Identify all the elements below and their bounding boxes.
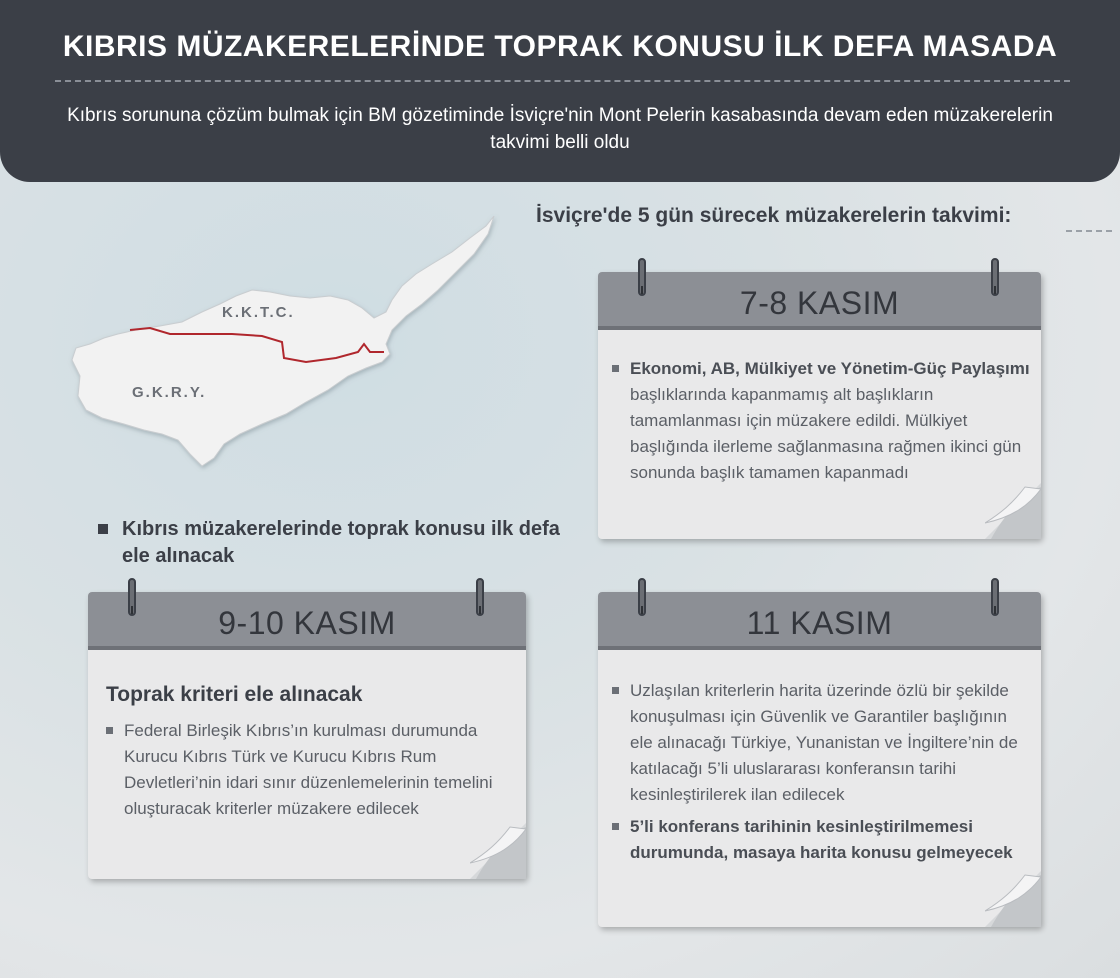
list-item: [612, 356, 1032, 486]
binder-ring-icon: [128, 578, 136, 616]
card-header: [88, 592, 526, 650]
bullet-text: Uzlaşılan kriterlerin harita üzerinde özlü bir şekilde konuşulması için Güvenlik ve Garantiler başlığının ele alınacağı Türkiye, Yunanistan ve İngiltere’nin de katılacağı 5’li uluslararası konferansın tarihi kesinleştirilerek ilan edilecek: [630, 681, 1018, 804]
card-body: [612, 678, 1024, 866]
bullet-bold-text: Ekonomi, AB, Mülkiyet ve Yönetim-Güç Paylaşımı: [630, 359, 1030, 378]
schedule-divider: [1066, 230, 1112, 232]
page-subtitle: Kıbrıs sorununa çözüm bulmak için BM gözetiminde İsviçre'nin Mont Pelerin kasabasında devam eden müzakerelerin takvimi belli oldu: [67, 105, 1053, 153]
bullet-square-icon: [98, 524, 108, 534]
calendar-card-9-10-november: [88, 592, 526, 879]
header-banner: [0, 0, 1120, 182]
bullet-square-icon: [612, 823, 619, 830]
bullet-text: Federal Birleşik Kıbrıs’ın kurulması durumunda Kurucu Kıbrıs Türk ve Kurucu Kıbrıs Rum Devletleri’nin idari sınır düzenlemelerinin temelini oluşturacak kriterler müzakere edilecek: [124, 721, 493, 818]
bullet-square-icon: [612, 365, 619, 372]
list-item: [106, 718, 516, 822]
kktc-label: K.K.T.C.: [222, 304, 295, 321]
page-title: KIBRIS MÜZAKERELERİNDE TOPRAK KONUSU İLK DEFA MASADA: [62, 30, 1058, 63]
card-date: 11 KASIM: [746, 605, 893, 641]
title-divider: [55, 80, 1070, 82]
bullet-square-icon: [106, 727, 113, 734]
calendar-card-7-8-november: [598, 272, 1041, 539]
card-header: [598, 272, 1041, 330]
list-item: [612, 814, 1024, 866]
card-body: [612, 356, 1032, 486]
binder-ring-icon: [638, 258, 646, 296]
card-date: 7-8 KASIM: [739, 285, 900, 321]
calendar-card-11-november: [598, 592, 1041, 927]
binder-ring-icon: [991, 578, 999, 616]
schedule-heading: İsviçre'de 5 gün sürecek müzakerelerin takvimi:: [536, 204, 1012, 227]
binder-ring-icon: [991, 258, 999, 296]
page-curl-icon: [985, 483, 1041, 539]
note-text: Kıbrıs müzakerelerinde toprak konusu ilk defa ele alınacak: [122, 518, 560, 567]
bullet-square-icon: [612, 687, 619, 694]
land-issue-note: [96, 516, 566, 570]
binder-ring-icon: [638, 578, 646, 616]
card-header: [598, 592, 1041, 650]
list-item: [612, 678, 1024, 808]
bullet-text: başlıklarında kapanmamış alt başlıkların tamamlanması için müzakere edildi. Mülkiyet başlığında ilerleme sağlanmasına rağmen ikinci gün sonunda başlık tamamen kapanmadı: [630, 385, 1022, 482]
card-subheading: Toprak kriteri ele alınacak: [106, 683, 363, 706]
cyprus-map: [66, 212, 506, 472]
card-body: [106, 682, 516, 822]
page-curl-icon: [985, 871, 1041, 927]
gkry-label: G.K.R.Y.: [132, 384, 207, 401]
bullet-bold-text: 5’li konferans tarihinin kesinleştirilmemesi durumunda, masaya harita konusu gelmeyecek: [630, 817, 1013, 862]
page-curl-icon: [470, 823, 526, 879]
card-date: 9-10 KASIM: [218, 605, 396, 641]
cyprus-island-shape: [66, 212, 506, 472]
binder-ring-icon: [476, 578, 484, 616]
